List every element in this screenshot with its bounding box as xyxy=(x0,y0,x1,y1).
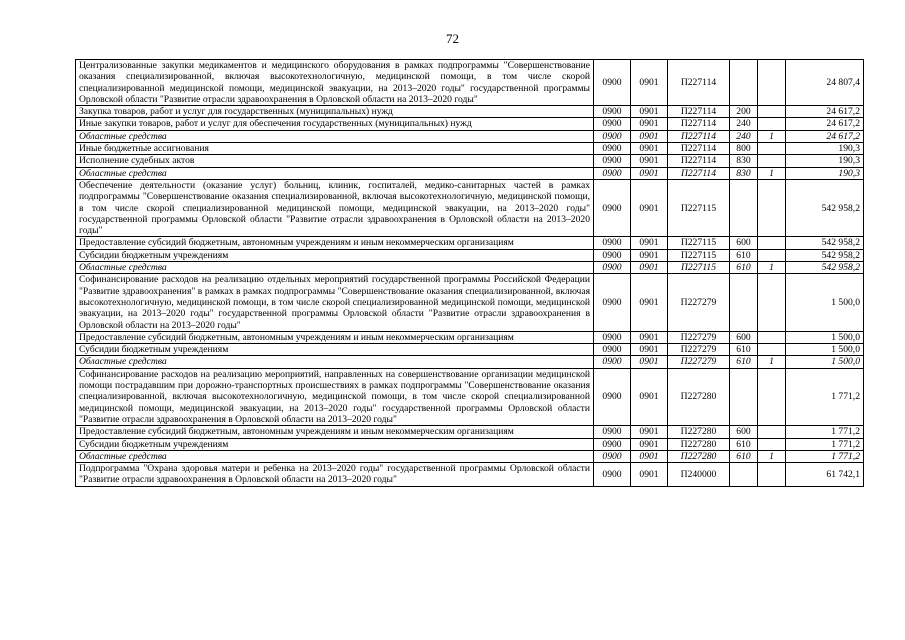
row-description: Софинансирование расходов на реализацию мероприятий, направленных на совершенствование организации медицинской помощи пострадавшим при дорожно-транспортных происшествиях в рамках подпрограммы "Совершенствование оказания специализированной, включая высокотехнологичную, медицинской помощи, в том числе скорой специализированной медицинской помощи, медицинской эвакуации, на 2013–2020 годы" государственной программы Орловской области "Развитие отрасли здравоохранения в Орловской области на 2013–2020 годы" xyxy=(76,368,594,425)
section-code: 0901 xyxy=(631,274,668,331)
table-row xyxy=(76,60,864,106)
page-number: 72 xyxy=(446,31,459,46)
expense-type-code: 240 xyxy=(730,118,758,130)
target-article-code: П227280 xyxy=(668,426,730,438)
funding-source-code: 1 xyxy=(758,450,786,462)
section-code: 0901 xyxy=(631,368,668,425)
target-article-code: П227114 xyxy=(668,60,730,106)
row-description: Софинансирование расходов на реализацию отдельных мероприятий государственной программы Российской Федерации "Развитие здравоохранения" в рамках в рамках подпрограммы "Совершенствование оказания специализированной, включая высокотехнологичную, медицинской помощи, в том числе скорой специализированной медицинской помощи, медицинской эвакуации, на 2013–2020 годы" государственной программы Орловской области "Развитие отрасли здравоохранения в Орловской области на 2013–2020 годы" xyxy=(76,274,594,331)
expense-type-code xyxy=(730,463,758,487)
target-article-code: П227279 xyxy=(668,274,730,331)
budget-table xyxy=(75,59,864,487)
ministry-code: 0900 xyxy=(594,167,631,179)
target-article-code: П227114 xyxy=(668,130,730,142)
table-row xyxy=(76,237,864,249)
target-article-code: П227279 xyxy=(668,331,730,343)
ministry-code: 0900 xyxy=(594,60,631,106)
row-description: Субсидии бюджетным учреждениям xyxy=(76,438,594,450)
expense-type-code xyxy=(730,274,758,331)
ministry-code: 0900 xyxy=(594,450,631,462)
amount: 24 617,2 xyxy=(786,130,864,142)
row-description: Субсидии бюджетным учреждениям xyxy=(76,249,594,261)
row-description: Предоставление субсидий бюджетным, автономным учреждениям и иным некоммерческим организациям xyxy=(76,237,594,249)
expense-type-code xyxy=(730,368,758,425)
amount: 1 771,2 xyxy=(786,450,864,462)
expense-type-code: 610 xyxy=(730,249,758,261)
funding-source-code: 1 xyxy=(758,167,786,179)
section-code: 0901 xyxy=(631,262,668,274)
expense-type-code: 610 xyxy=(730,262,758,274)
section-code: 0901 xyxy=(631,450,668,462)
target-article-code: П227114 xyxy=(668,155,730,167)
amount: 1 500,0 xyxy=(786,274,864,331)
table-row xyxy=(76,179,864,236)
funding-source-code xyxy=(758,106,786,118)
expense-type-code xyxy=(730,60,758,106)
section-code: 0901 xyxy=(631,143,668,155)
row-description: Областные средства xyxy=(76,450,594,462)
expense-type-code: 610 xyxy=(730,450,758,462)
row-description: Иные бюджетные ассигнования xyxy=(76,143,594,155)
section-code: 0901 xyxy=(631,237,668,249)
expense-type-code: 610 xyxy=(730,438,758,450)
funding-source-code xyxy=(758,438,786,450)
target-article-code: П227115 xyxy=(668,249,730,261)
amount: 61 742,1 xyxy=(786,463,864,487)
amount: 190,3 xyxy=(786,167,864,179)
target-article-code: П227114 xyxy=(668,143,730,155)
ministry-code: 0900 xyxy=(594,463,631,487)
amount: 1 771,2 xyxy=(786,368,864,425)
table-row xyxy=(76,106,864,118)
target-article-code: П227280 xyxy=(668,438,730,450)
target-article-code: П227280 xyxy=(668,368,730,425)
ministry-code: 0900 xyxy=(594,143,631,155)
table-row xyxy=(76,130,864,142)
target-article-code: П227280 xyxy=(668,450,730,462)
table-row xyxy=(76,143,864,155)
expense-type-code: 800 xyxy=(730,143,758,155)
funding-source-code xyxy=(758,179,786,236)
amount: 542 958,2 xyxy=(786,179,864,236)
section-code: 0901 xyxy=(631,60,668,106)
funding-source-code xyxy=(758,368,786,425)
row-description: Централизованные закупки медикаментов и медицинского оборудования в рамках подпрограммы "Совершенствование оказания специализированной, включая высокотехнологичную, медицинской помощи, в том числе скорой специализированной медицинской помощи, медицинской эвакуации, на 2013–2020 годы" государственной программы Орловской области "Развитие отрасли здравоохранения в Орловской области на 2013–2020 годы" xyxy=(76,60,594,106)
table-row xyxy=(76,438,864,450)
target-article-code: П227115 xyxy=(668,262,730,274)
ministry-code: 0900 xyxy=(594,331,631,343)
table-row xyxy=(76,155,864,167)
expense-type-code: 610 xyxy=(730,356,758,368)
section-code: 0901 xyxy=(631,438,668,450)
amount: 1 771,2 xyxy=(786,426,864,438)
amount: 24 617,2 xyxy=(786,106,864,118)
amount: 24 807,4 xyxy=(786,60,864,106)
row-description: Исполнение судебных актов xyxy=(76,155,594,167)
table-row xyxy=(76,274,864,331)
target-article-code: П227279 xyxy=(668,344,730,356)
table-row xyxy=(76,463,864,487)
ministry-code: 0900 xyxy=(594,106,631,118)
funding-source-code xyxy=(758,60,786,106)
expense-type-code: 600 xyxy=(730,426,758,438)
row-description: Обеспечение деятельности (оказание услуг) больниц, клиник, госпиталей, медико-санитарных частей в рамках подпрограммы "Совершенствование оказания специализированной, включая высокотехнологичную, медицинской помощи, в том числе скорой специализированной медицинской помощи, медицинской эвакуации, на 2013–2020 годы" государственной программы Орловской области "Развитие отрасли здравоохранения в Орловской области на 2013–2020 годы" xyxy=(76,179,594,236)
ministry-code: 0900 xyxy=(594,130,631,142)
funding-source-code xyxy=(758,237,786,249)
section-code: 0901 xyxy=(631,356,668,368)
amount: 24 617,2 xyxy=(786,118,864,130)
funding-source-code xyxy=(758,274,786,331)
ministry-code: 0900 xyxy=(594,438,631,450)
table-row xyxy=(76,368,864,425)
target-article-code: П227115 xyxy=(668,179,730,236)
amount: 1 500,0 xyxy=(786,344,864,356)
ministry-code: 0900 xyxy=(594,262,631,274)
ministry-code: 0900 xyxy=(594,344,631,356)
expense-type-code: 610 xyxy=(730,344,758,356)
expense-type-code: 830 xyxy=(730,155,758,167)
section-code: 0901 xyxy=(631,344,668,356)
ministry-code: 0900 xyxy=(594,118,631,130)
expense-type-code: 200 xyxy=(730,106,758,118)
section-code: 0901 xyxy=(631,463,668,487)
section-code: 0901 xyxy=(631,118,668,130)
row-description: Закупка товаров, работ и услуг для государственных (муниципальных) нужд xyxy=(76,106,594,118)
funding-source-code xyxy=(758,118,786,130)
table-row xyxy=(76,426,864,438)
table-row xyxy=(76,167,864,179)
row-description: Областные средства xyxy=(76,262,594,274)
funding-source-code xyxy=(758,463,786,487)
section-code: 0901 xyxy=(631,106,668,118)
table-row xyxy=(76,331,864,343)
target-article-code: П227114 xyxy=(668,118,730,130)
target-article-code: П227115 xyxy=(668,237,730,249)
row-description: Предоставление субсидий бюджетным, автономным учреждениям и иным некоммерческим организациям xyxy=(76,426,594,438)
ministry-code: 0900 xyxy=(594,274,631,331)
ministry-code: 0900 xyxy=(594,237,631,249)
funding-source-code: 1 xyxy=(758,356,786,368)
funding-source-code xyxy=(758,344,786,356)
row-description: Областные средства xyxy=(76,130,594,142)
target-article-code: П227279 xyxy=(668,356,730,368)
table-row xyxy=(76,450,864,462)
funding-source-code xyxy=(758,426,786,438)
funding-source-code xyxy=(758,331,786,343)
section-code: 0901 xyxy=(631,249,668,261)
expense-type-code xyxy=(730,179,758,236)
amount: 1 500,0 xyxy=(786,331,864,343)
expense-type-code: 600 xyxy=(730,331,758,343)
expense-type-code: 830 xyxy=(730,167,758,179)
ministry-code: 0900 xyxy=(594,155,631,167)
ministry-code: 0900 xyxy=(594,426,631,438)
table-row xyxy=(76,118,864,130)
row-description: Подпрограмма "Охрана здоровья матери и ребенка на 2013–2020 годы" государственной программы Орловской области "Развитие отрасли здравоохранения в Орловской области на 2013–2020 годы" xyxy=(76,463,594,487)
expense-type-code: 240 xyxy=(730,130,758,142)
funding-source-code xyxy=(758,155,786,167)
amount: 542 958,2 xyxy=(786,262,864,274)
row-description: Предоставление субсидий бюджетным, автономным учреждениям и иным некоммерческим организациям xyxy=(76,331,594,343)
funding-source-code xyxy=(758,143,786,155)
ministry-code: 0900 xyxy=(594,179,631,236)
funding-source-code: 1 xyxy=(758,130,786,142)
funding-source-code xyxy=(758,249,786,261)
amount: 190,3 xyxy=(786,143,864,155)
table-row xyxy=(76,249,864,261)
amount: 1 500,0 xyxy=(786,356,864,368)
amount: 190,3 xyxy=(786,155,864,167)
amount: 1 771,2 xyxy=(786,438,864,450)
section-code: 0901 xyxy=(631,426,668,438)
target-article-code: П227114 xyxy=(668,167,730,179)
section-code: 0901 xyxy=(631,179,668,236)
target-article-code: П240000 xyxy=(668,463,730,487)
row-description: Областные средства xyxy=(76,167,594,179)
table-row xyxy=(76,344,864,356)
amount: 542 958,2 xyxy=(786,237,864,249)
section-code: 0901 xyxy=(631,130,668,142)
ministry-code: 0900 xyxy=(594,356,631,368)
table-row xyxy=(76,356,864,368)
budget-table-body xyxy=(76,60,864,487)
expense-type-code: 600 xyxy=(730,237,758,249)
section-code: 0901 xyxy=(631,167,668,179)
ministry-code: 0900 xyxy=(594,368,631,425)
row-description: Субсидии бюджетным учреждениям xyxy=(76,344,594,356)
target-article-code: П227114 xyxy=(668,106,730,118)
row-description: Областные средства xyxy=(76,356,594,368)
table-row xyxy=(76,262,864,274)
ministry-code: 0900 xyxy=(594,249,631,261)
amount: 542 958,2 xyxy=(786,249,864,261)
section-code: 0901 xyxy=(631,331,668,343)
row-description: Иные закупки товаров, работ и услуг для обеспечения государственных (муниципальных) нужд xyxy=(76,118,594,130)
section-code: 0901 xyxy=(631,155,668,167)
funding-source-code: 1 xyxy=(758,262,786,274)
